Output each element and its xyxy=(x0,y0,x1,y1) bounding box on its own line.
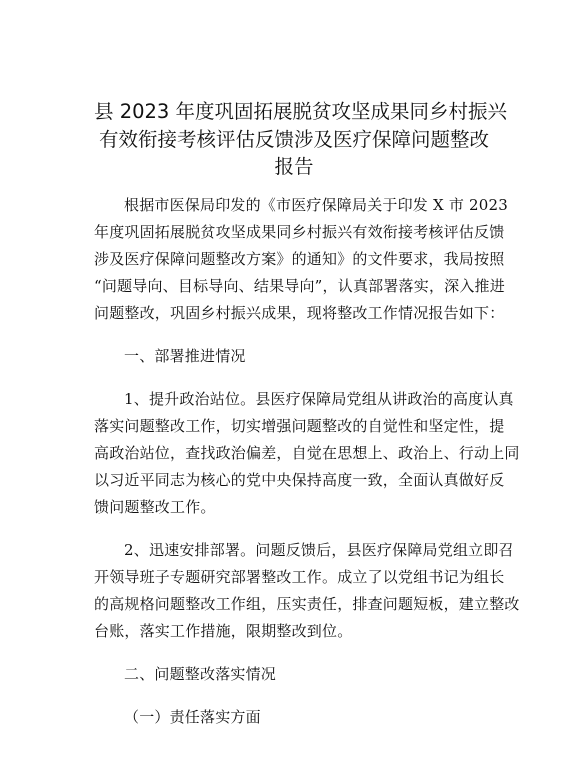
paragraph-1-line: 馈问题整改工作。 xyxy=(94,497,216,516)
paragraph-2-line: 的高规格问题整改工作组，压实责任，排查问题短板，建立整改 xyxy=(94,594,520,613)
intro-line: 年度巩固拓展脱贫攻坚成果同乡村振兴有效衔接考核评估反馈 xyxy=(94,222,505,241)
title-line-2: 有效衔接考核评估反馈涉及医疗保障问题整改 xyxy=(98,127,489,151)
title-line-1: 县 2023 年度巩固拓展脱贫攻坚成果同乡村振兴 xyxy=(94,100,508,123)
paragraph-1-line: 以习近平同志为核心的党中央保持高度一致，全面认真做好反 xyxy=(94,470,505,489)
intro-line: 问题整改，巩固乡村振兴成果，现将整改工作情况报告如下： xyxy=(94,303,505,322)
document-title xyxy=(94,98,508,181)
paragraph-1-line: 高政治站位，查找政治偏差，自觉在思想上、政治上、行动上同 xyxy=(94,443,520,462)
document-body xyxy=(94,192,520,731)
section-1-heading: 一、部署推进情况 xyxy=(124,346,246,365)
section-2-heading: 二、问题整改落实情况 xyxy=(124,664,277,683)
paragraph-2-line: 2、迅速安排部署。问题反馈后，县医疗保障局党组立即召 xyxy=(124,540,514,559)
subsection-1-heading: （一）责任落实方面 xyxy=(124,707,261,726)
paragraph-2-line: 开领导班子专题研究部署整改工作。成立了以党组书记为组长 xyxy=(94,567,505,586)
title-line-3: 报告 xyxy=(274,155,314,178)
intro-line: “问题导向、目标导向、结果导向”，认真部署落实，深入推进 xyxy=(94,276,505,295)
paragraph-2 xyxy=(94,537,520,645)
paragraph-2-line: 台账，落实工作措施，限期整改到位。 xyxy=(94,621,353,640)
intro-line: 涉及医疗保障问题整改方案》的通知》的文件要求，我局按照 xyxy=(94,249,505,268)
intro-line: 根据市医保局印发的《市医疗保障局关于印发 X 市 2023 xyxy=(124,195,508,214)
paragraph-1 xyxy=(94,386,520,521)
paragraph-1-line: 落实问题整改工作，切实增强问题整改的自觉性和坚定性，提 xyxy=(94,416,505,435)
intro-paragraph xyxy=(94,192,508,327)
paragraph-1-line: 1、提升政治站位。县医疗保障局党组从讲政治的高度认真 xyxy=(124,389,514,408)
